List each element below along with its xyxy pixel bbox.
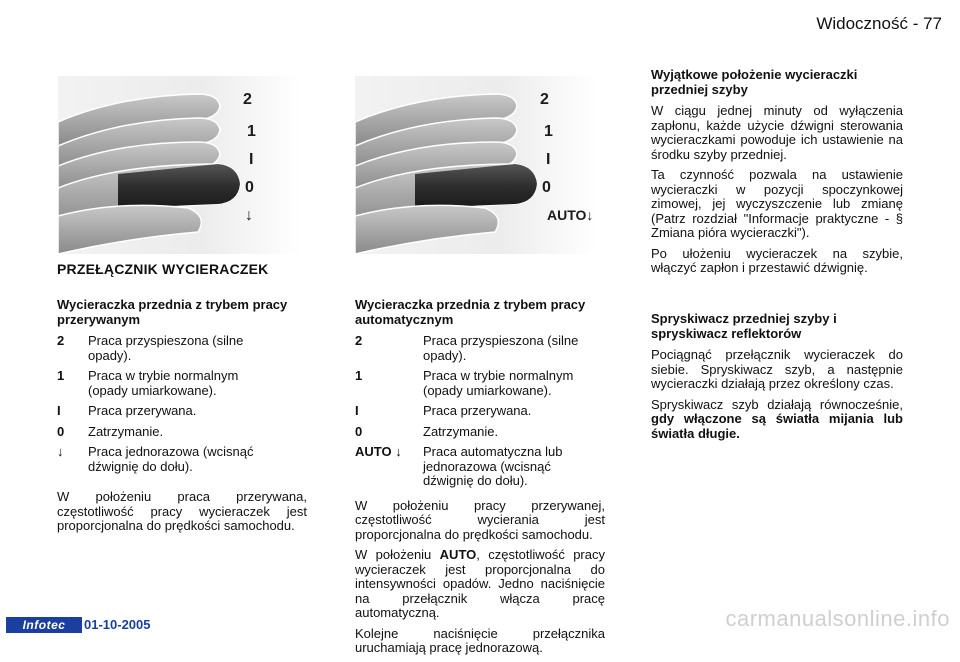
footer-date: 01-10-2005: [84, 617, 151, 632]
paragraph: W położeniu pracy przerywanej, częstotliwość wycierania jest proporcjonalna do prędkości samochodu.: [355, 497, 605, 542]
subheading: Wycieraczka przednia z trybem pracy automatycznym: [355, 297, 586, 327]
position-key: ↓: [57, 444, 64, 459]
position-desc: Praca w trybie normalnym (opady umiarkowane).: [88, 368, 239, 398]
positions-list: [57, 334, 307, 474]
infotec-logo: Infotec: [6, 617, 82, 633]
position-label-1: 1: [247, 123, 256, 140]
position-desc: Praca przerywana.: [423, 403, 532, 418]
position-label-intermittent: I: [546, 151, 551, 168]
list-item: [57, 445, 307, 474]
list-item: [57, 404, 307, 419]
paragraph: Ta czynność pozwala na ustawienie wycieraczki w pozycji spoczynkowej zimowej, jej wyczyszczenie lub zmianę (Patrz rozdział "Informacje praktyczne - § Zmiana pióra wycieraczki").: [651, 167, 903, 240]
list-item: [355, 334, 605, 363]
paragraph-auto: [355, 548, 605, 621]
page-header: Widoczność - 77: [816, 14, 942, 33]
lights-emphasis: gdy włączone są światła mijania lub światła długie.: [651, 411, 903, 441]
subheading: Spryskiwacz przedniej szyby i spryskiwacz reflektorów: [651, 311, 837, 341]
position-label-intermittent: I: [249, 151, 254, 168]
position-label-1: 1: [544, 123, 553, 140]
section-title: PRZEŁĄCZNIK WYCIERACZEK: [57, 261, 269, 277]
position-key: I: [57, 403, 61, 418]
position-label-0: 0: [245, 179, 254, 196]
lever-svg: [355, 76, 597, 254]
position-desc: Praca w trybie normalnym (opady umiarkowane).: [423, 368, 574, 398]
text-run: Spryskiwacz szyb działają równocześnie,: [651, 396, 903, 412]
subheading: Wycieraczka przednia z trybem pracy przerywanym: [57, 297, 288, 327]
list-item: [57, 369, 307, 398]
position-key: 2: [355, 333, 363, 348]
position-label-auto: AUTO↓: [547, 207, 594, 223]
subheading: Wyjątkowe położenie wycieraczki przedniej szyby: [651, 67, 858, 97]
list-item: [355, 445, 605, 489]
auto-emphasis: AUTO: [439, 547, 477, 562]
position-desc: Zatrzymanie.: [423, 423, 499, 439]
positions-list: [355, 334, 605, 489]
text-run: , częstotliwość pracy wycieraczek jest proporcjonalna do intensywności opadów. Jedno naciśnięcie na przełącznik włącza pracę automatyczną.: [355, 547, 605, 620]
column-exceptions: [651, 68, 903, 282]
position-key: 0: [355, 423, 363, 439]
position-key: 1: [355, 368, 363, 383]
position-label-single: ↓: [245, 207, 253, 224]
list-item: [355, 404, 605, 419]
position-key: I: [355, 403, 359, 418]
column-auto: [355, 298, 605, 662]
paragraph: Pociągnąć przełącznik wycieraczek do siebie. Spryskiwacz szyb, a następnie wycieraczki działają przez określony czas.: [651, 347, 903, 391]
paragraph-lights: [651, 398, 903, 442]
position-key: AUTO ↓: [355, 444, 402, 459]
wiper-lever-illustration-auto: [355, 76, 597, 254]
position-desc: Praca przerywana.: [88, 403, 197, 418]
wiper-lever-illustration-intermittent: [58, 76, 300, 254]
position-desc: Praca przyspieszona (silne opady).: [423, 333, 579, 363]
position-label-2: 2: [243, 91, 252, 108]
position-label-0: 0: [542, 179, 551, 196]
position-key: 0: [57, 423, 65, 439]
list-item: [57, 425, 307, 440]
position-key: 1: [57, 368, 65, 383]
paragraph: W położeniu praca przerywana, częstotliwość pracy wycieraczek jest proporcjonalna do prędkości samochodu.: [57, 489, 307, 533]
column-washer: [651, 312, 903, 447]
column-intermittent: [57, 298, 307, 540]
list-item: [355, 369, 605, 398]
position-desc: Praca przyspieszona (silne opady).: [88, 333, 244, 363]
position-desc: Praca automatyczna lub jednorazowa (wcisnąć dźwignię do dołu).: [423, 444, 563, 488]
position-desc: Praca jednorazowa (wcisnąć dźwignię do dołu).: [88, 444, 254, 474]
position-label-2: 2: [540, 91, 549, 108]
position-desc: Zatrzymanie.: [88, 423, 164, 439]
paragraph: Kolejne naciśnięcie przełącznika uruchamiają pracę jednorazową.: [355, 625, 605, 655]
paragraph: Po ułożeniu wycieraczek na szybie, włączyć zapłon i przestawić dźwignię.: [651, 245, 903, 275]
text-run: W położeniu: [355, 547, 432, 562]
list-item: [355, 425, 605, 440]
lever-svg: [58, 76, 300, 254]
paragraph: W ciągu jednej minuty od wyłączenia zapłonu, każde użycie dźwigni sterowania wycieraczkami powoduje ich ustawienie na środku szyby przedniej.: [651, 103, 903, 162]
position-key: 2: [57, 333, 65, 348]
watermark: carmanualsonline.info: [725, 606, 950, 631]
list-item: [57, 334, 307, 363]
